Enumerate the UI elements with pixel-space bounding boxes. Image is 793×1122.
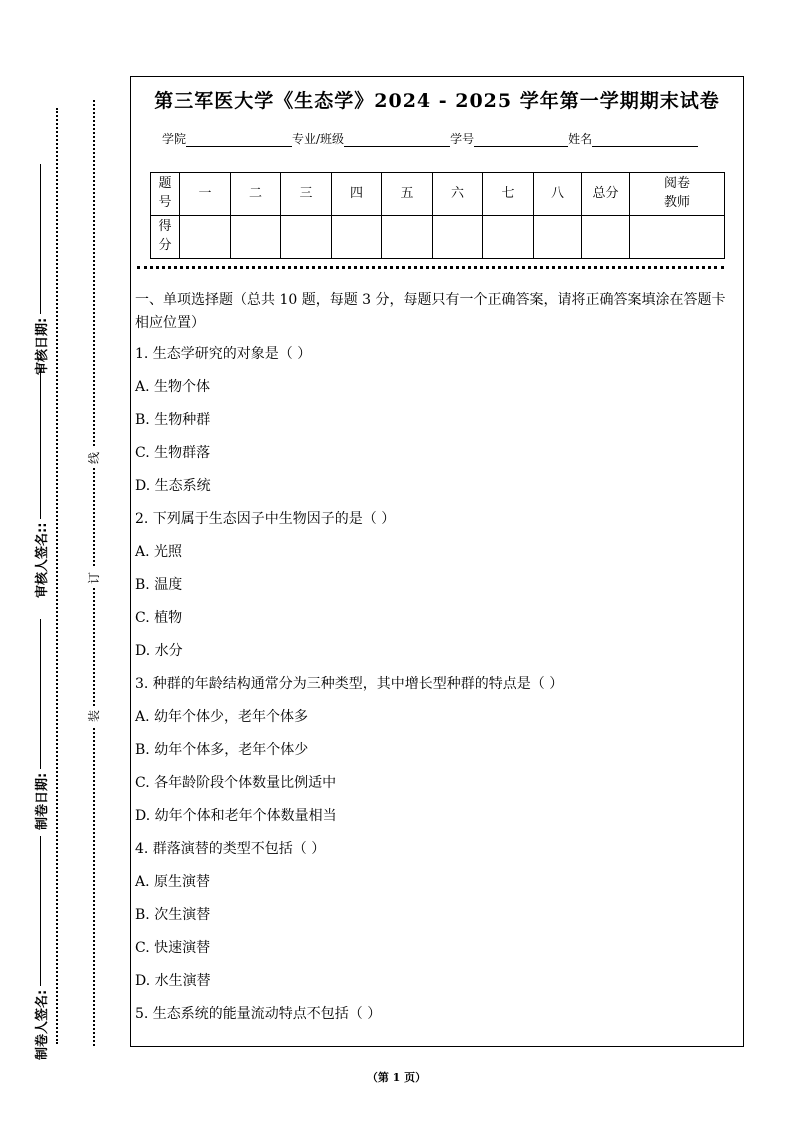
question-5 <box>135 1003 739 1036</box>
option-b: B. 温度 <box>135 577 183 593</box>
question-stem: 1. 生态学研究的对象是（ ） <box>135 346 312 362</box>
question-stem: 4. 群落演替的类型不包括（ ） <box>135 841 326 857</box>
score-cell[interactable] <box>582 216 630 259</box>
student-id-field[interactable] <box>474 132 568 147</box>
option-c: C. 植物 <box>135 610 183 626</box>
option-d: D. 水生演替 <box>135 973 211 989</box>
binding-char-line: 线 <box>84 448 104 468</box>
score-cell[interactable] <box>281 216 332 259</box>
score-table-header-cell: 八 <box>534 173 582 216</box>
score-table-header-cell: 总分 <box>582 173 630 216</box>
score-table-header-cell: 题 号 <box>151 173 180 216</box>
option-a: A. 光照 <box>135 544 183 560</box>
score-table-header-row <box>151 173 725 216</box>
option-a: A. 幼年个体少，老年个体多 <box>135 709 309 725</box>
name-label: 姓名 <box>568 132 593 146</box>
option-a: A. 生物个体 <box>135 379 211 395</box>
college-label: 学院 <box>162 132 187 146</box>
score-cell[interactable] <box>483 216 534 259</box>
major-field[interactable] <box>344 132 450 147</box>
binding-char-bind: 装 <box>84 706 104 726</box>
question-stem: 3. 种群的年龄结构通常分为三种类型，其中增长型种群的特点是（ ） <box>135 676 564 692</box>
exam-title: 第三军医大学《生态学》2024 - 2025 学年第一学期期末试卷 <box>154 90 720 112</box>
paper-date-label: 制卷日期: <box>30 570 50 830</box>
binding-dotted-line-outer <box>56 108 58 1044</box>
option-d: D. 幼年个体和老年个体数量相当 <box>135 808 337 824</box>
score-table-header-cell: 七 <box>483 173 534 216</box>
score-cell[interactable] <box>630 216 725 259</box>
option-c: C. 快速演替 <box>135 940 211 956</box>
score-table-score-row <box>151 216 725 259</box>
option-d: D. 生态系统 <box>135 478 211 494</box>
header-separator <box>137 266 724 269</box>
option-d: D. 水分 <box>135 643 183 659</box>
question-4 <box>135 838 739 1003</box>
name-field[interactable] <box>592 132 698 147</box>
question-2 <box>135 508 739 673</box>
exam-content <box>135 289 739 1036</box>
question-stem: 5. 生态系统的能量流动特点不包括（ ） <box>135 1006 382 1022</box>
score-cell[interactable] <box>534 216 582 259</box>
option-c: C. 各年龄阶段个体数量比例适中 <box>135 775 337 791</box>
score-cell[interactable] <box>231 216 281 259</box>
score-table-header-cell: 阅卷 教师 <box>630 173 725 216</box>
score-cell[interactable] <box>180 216 231 259</box>
paper-maker-signature-label: 制卷人签名: <box>30 800 50 1060</box>
score-table-header-cell: 一 <box>180 173 231 216</box>
binding-char-order: 订 <box>84 568 104 588</box>
question-3 <box>135 673 739 838</box>
score-table-header-cell: 四 <box>332 173 382 216</box>
option-b: B. 次生演替 <box>135 907 211 923</box>
score-row-label: 得 分 <box>151 216 180 259</box>
score-cell[interactable] <box>332 216 382 259</box>
score-table-header-cell: 五 <box>382 173 433 216</box>
page-number: （第 1 页） <box>366 1071 427 1084</box>
major-label: 专业/班级 <box>292 132 345 146</box>
option-b: B. 生物种群 <box>135 412 211 428</box>
question-stem: 2. 下列属于生态因子中生物因子的是（ ） <box>135 511 396 527</box>
college-field[interactable] <box>186 132 292 147</box>
option-c: C. 生物群落 <box>135 445 211 461</box>
option-b: B. 幼年个体多，老年个体少 <box>135 742 309 758</box>
reviewer-signature-label: 审核人签名:: <box>30 338 50 598</box>
question-1 <box>135 343 739 508</box>
score-table-header-cell: 二 <box>231 173 281 216</box>
score-table <box>150 172 725 259</box>
option-a: A. 原生演替 <box>135 874 211 890</box>
score-table-header-cell: 三 <box>281 173 332 216</box>
score-cell[interactable] <box>433 216 483 259</box>
student-info-row <box>162 130 698 147</box>
score-table-header-cell: 六 <box>433 173 483 216</box>
score-cell[interactable] <box>382 216 433 259</box>
review-date-label: 审核日期: <box>30 115 50 375</box>
student-id-label: 学号 <box>450 132 475 146</box>
section-header: 一、单项选择题（总共 10 题，每题 3 分，每题只有一个正确答案，请将正确答案填涂在答题卡相应位置） <box>135 292 726 331</box>
